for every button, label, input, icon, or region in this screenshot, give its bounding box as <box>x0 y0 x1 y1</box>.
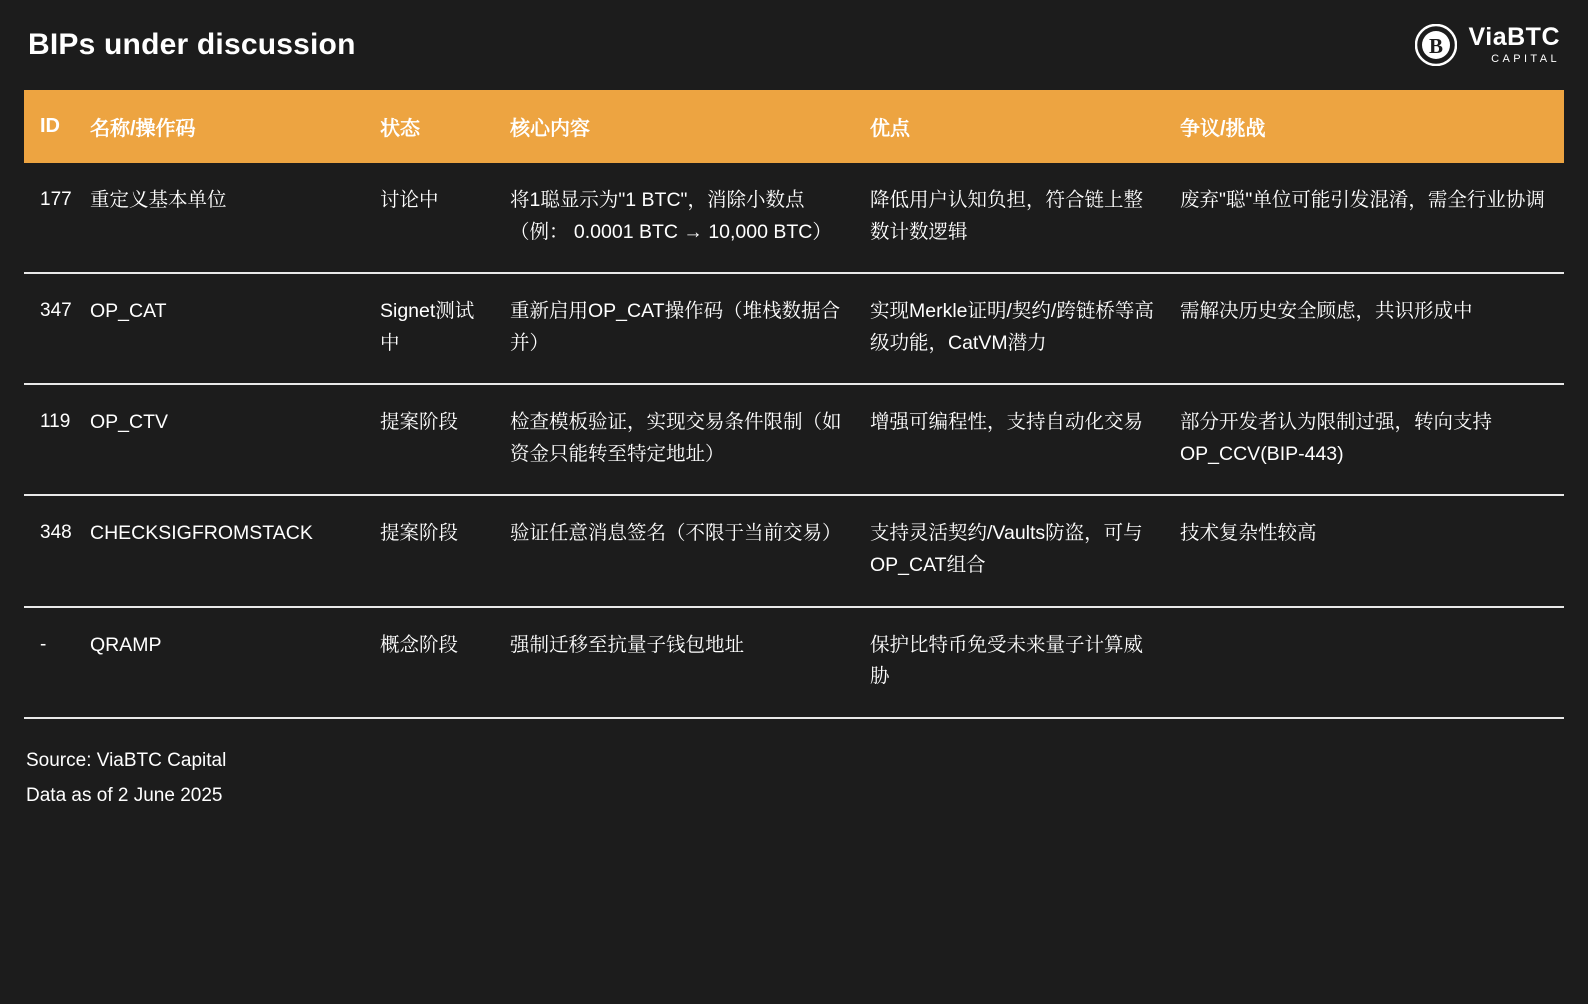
table-row <box>24 607 1564 718</box>
cell-core: 将1聪显示为"1 BTC"，消除小数点（例： 0.0001 BTC → 10,000 BTC） <box>510 163 870 273</box>
brand-text <box>1469 25 1560 65</box>
column-header-issues: 争议/挑战 <box>1180 90 1564 163</box>
cell-status: 提案阶段 <box>380 384 510 495</box>
cell-name: CHECKSIGFROMSTACK <box>90 495 380 606</box>
cell-pros: 实现Merkle证明/契约/跨链桥等高级功能，CatVM潜力 <box>870 273 1180 384</box>
cell-issues <box>1180 607 1564 718</box>
cell-id: - <box>24 607 90 718</box>
cell-name: 重定义基本单位 <box>90 163 380 273</box>
cell-issues: 需解决历史安全顾虑，共识形成中 <box>1180 273 1564 384</box>
brand-name: ViaBTC <box>1468 23 1560 51</box>
table-header-row <box>24 90 1564 163</box>
cell-name: OP_CTV <box>90 384 380 495</box>
cell-id: 119 <box>24 384 90 495</box>
cell-core: 验证任意消息签名（不限于当前交易） <box>510 495 870 606</box>
table-row <box>24 273 1564 384</box>
table-row <box>24 495 1564 606</box>
svg-text:B: B <box>1428 34 1443 58</box>
cell-pros: 保护比特币免受未来量子计算威胁 <box>870 607 1180 718</box>
page-title: BIPs under discussion <box>28 28 356 61</box>
cell-core: 检查模板验证，实现交易条件限制（如资金只能转至特定地址） <box>510 384 870 495</box>
cell-status: 提案阶段 <box>380 495 510 606</box>
cell-issues: 废弃"聪"单位可能引发混淆，需全行业协调 <box>1180 163 1564 273</box>
source-text: Source: ViaBTC Capital <box>26 749 227 771</box>
brand-subtitle: CAPITAL <box>1491 53 1560 65</box>
column-header-name: 名称/操作码 <box>90 90 380 163</box>
cell-issues: 技术复杂性较高 <box>1180 495 1564 606</box>
cell-id: 347 <box>24 273 90 384</box>
cell-status: 概念阶段 <box>380 607 510 718</box>
header-bar <box>24 0 1564 90</box>
cell-status: 讨论中 <box>380 163 510 273</box>
column-header-pros: 优点 <box>870 90 1180 163</box>
cell-id: 348 <box>24 495 90 606</box>
table-header <box>24 90 1564 163</box>
table-row <box>24 384 1564 495</box>
cell-issues: 部分开发者认为限制过强，转向支持OP_CCV(BIP-443) <box>1180 384 1564 495</box>
column-header-status: 状态 <box>380 90 510 163</box>
cell-pros: 支持灵活契约/Vaults防盗，可与OP_CAT组合 <box>870 495 1180 606</box>
cell-id: 177 <box>24 163 90 273</box>
cell-pros: 降低用户认知负担，符合链上整数计数逻辑 <box>870 163 1180 273</box>
bips-table <box>24 90 1564 719</box>
bitcoin-logo-icon <box>1415 24 1457 66</box>
cell-name: OP_CAT <box>90 273 380 384</box>
brand-logo <box>1415 24 1560 66</box>
footer <box>24 743 1566 813</box>
column-header-id: ID <box>24 90 90 163</box>
table-row <box>24 163 1564 273</box>
cell-name: QRAMP <box>90 607 380 718</box>
cell-status: Signet测试中 <box>380 273 510 384</box>
column-header-core: 核心内容 <box>510 90 870 163</box>
date-text: Data as of 2 June 2025 <box>26 784 223 806</box>
cell-core: 强制迁移至抗量子钱包地址 <box>510 607 870 718</box>
cell-core: 重新启用OP_CAT操作码（堆栈数据合并） <box>510 273 870 384</box>
table-body <box>24 163 1564 718</box>
cell-pros: 增强可编程性，支持自动化交易 <box>870 384 1180 495</box>
